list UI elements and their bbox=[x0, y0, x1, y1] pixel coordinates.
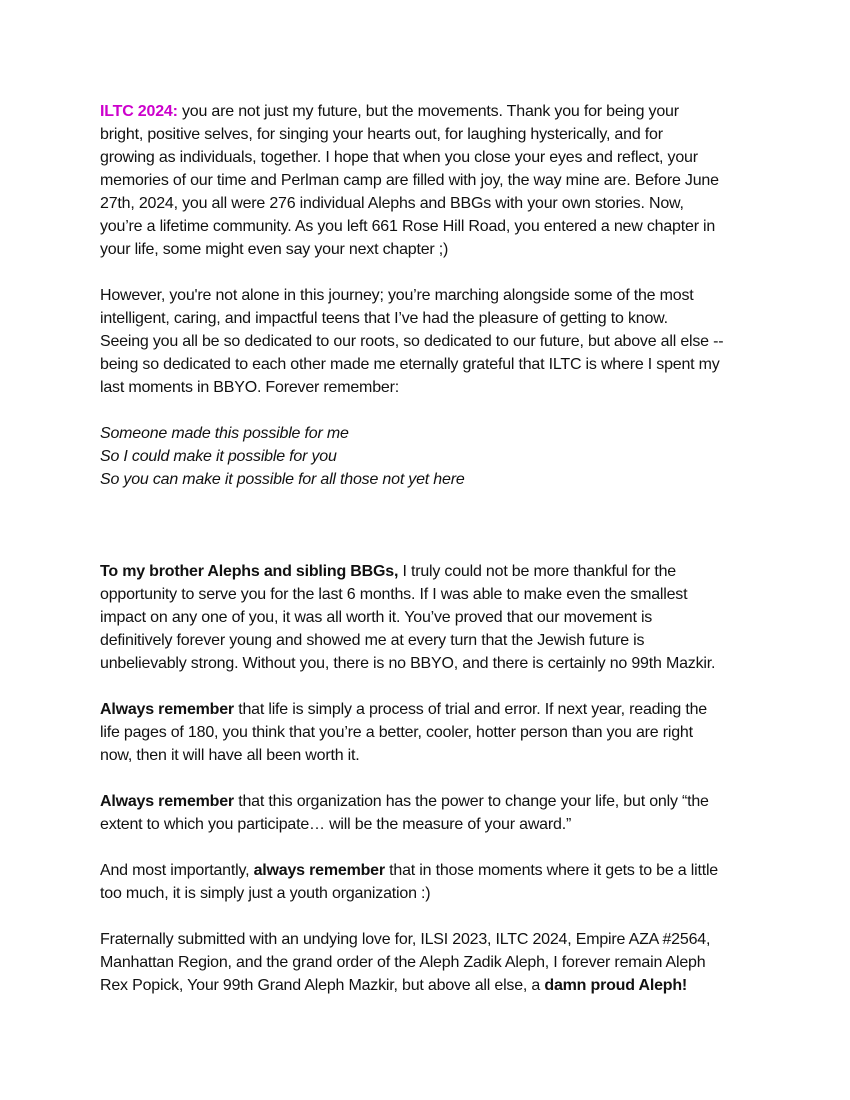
always-remember-2-paragraph bbox=[100, 790, 750, 836]
text-run: that life is simply a process of trial and error. If next year, reading the bbox=[233, 701, 708, 718]
text-run: Manhattan Region, and the grand order of the Aleph Zadik Aleph, I forever remain Aleph bbox=[100, 954, 706, 971]
text-run: you are not just my future, but the movements. Thank you for being your bbox=[177, 103, 679, 120]
text-run: now, then it will have all been worth it. bbox=[100, 747, 360, 764]
text-line bbox=[100, 422, 750, 445]
opening-paragraph bbox=[100, 100, 750, 261]
text-run: So I could make it possible for you bbox=[100, 448, 337, 465]
text-line bbox=[100, 583, 750, 606]
text-run: To my brother Alephs and sibling BBGs, bbox=[100, 563, 399, 580]
text-run: Always remember bbox=[100, 793, 234, 810]
text-run: opportunity to serve you for the last 6 months. If I was able to make even the smallest bbox=[100, 586, 688, 603]
text-run: your life, some might even say your next chapter ;) bbox=[100, 241, 449, 258]
text-line bbox=[100, 882, 750, 905]
text-run: that this organization has the power to change your life, but only “the bbox=[233, 793, 709, 810]
text-run: being so dedicated to each other made me eternally grateful that ILTC is where I spent my bbox=[100, 356, 720, 373]
text-run: 27th, 2024, you all were 276 individual Alephs and BBGs with your own stories. Now, bbox=[100, 195, 684, 212]
text-line bbox=[100, 169, 750, 192]
text-line bbox=[100, 215, 750, 238]
text-run: bright, positive selves, for singing your hearts out, for laughing hysterically, and for bbox=[100, 126, 663, 143]
text-line bbox=[100, 307, 750, 330]
text-run: you’re a lifetime community. As you left 661 Rose Hill Road, you entered a new chapter in bbox=[100, 218, 716, 235]
text-line bbox=[100, 192, 750, 215]
text-run: And most importantly, bbox=[100, 862, 254, 879]
journey-paragraph bbox=[100, 284, 750, 399]
text-line bbox=[100, 284, 750, 307]
text-run: Someone made this possible for me bbox=[100, 425, 349, 442]
text-run: too much, it is simply just a youth organization :) bbox=[100, 885, 431, 902]
most-importantly-paragraph bbox=[100, 859, 750, 905]
text-line bbox=[100, 790, 750, 813]
text-run: Fraternally submitted with an undying love for, ILSI 2023, ILTC 2024, Empire AZA #2564, bbox=[100, 931, 711, 948]
text-line bbox=[100, 468, 750, 491]
text-line bbox=[100, 652, 750, 675]
text-line bbox=[100, 974, 750, 997]
text-run: that in those moments where it gets to be a little bbox=[384, 862, 718, 879]
text-line bbox=[100, 330, 750, 353]
text-run: Always remember bbox=[100, 701, 234, 718]
text-line bbox=[100, 698, 750, 721]
text-line bbox=[100, 928, 750, 951]
text-line bbox=[100, 238, 750, 261]
text-line bbox=[100, 560, 750, 583]
text-line bbox=[100, 146, 750, 169]
text-run: growing as individuals, together. I hope that when you close your eyes and reflect, your bbox=[100, 149, 698, 166]
always-remember-1-paragraph bbox=[100, 698, 750, 767]
text-run: Seeing you all be so dedicated to our roots, so dedicated to our future, but above all else -- bbox=[100, 333, 724, 350]
text-run: I truly could not be more thankful for the bbox=[398, 563, 676, 580]
text-line bbox=[100, 744, 750, 767]
text-run: Rex Popick, Your 99th Grand Aleph Mazkir, but above all else, a bbox=[100, 977, 545, 994]
brother-alephs-paragraph bbox=[100, 560, 750, 675]
text-run: unbelievably strong. Without you, there is no BBYO, and there is certainly no 99th Mazkir. bbox=[100, 655, 716, 672]
text-run: So you can make it possible for all those not yet here bbox=[100, 471, 465, 488]
text-run: damn proud Aleph! bbox=[544, 977, 688, 994]
text-run: definitively forever young and showed me at every turn that the Jewish future is bbox=[100, 632, 645, 649]
text-run: life pages of 180, you think that you’re a better, cooler, hotter person than you are right bbox=[100, 724, 693, 741]
text-run: However, you're not alone in this journey; you’re marching alongside some of the most bbox=[100, 287, 694, 304]
text-line bbox=[100, 951, 750, 974]
text-line bbox=[100, 376, 750, 399]
text-line bbox=[100, 353, 750, 376]
text-line bbox=[100, 859, 750, 882]
text-line bbox=[100, 123, 750, 146]
text-line bbox=[100, 100, 750, 123]
text-run: extent to which you participate… will be the measure of your award.” bbox=[100, 816, 572, 833]
text-run: impact on any one of you, it was all worth it. You’ve proved that our movement is bbox=[100, 609, 653, 626]
text-line bbox=[100, 721, 750, 744]
quote-paragraph bbox=[100, 422, 750, 491]
text-run: always remember bbox=[253, 862, 385, 879]
text-line bbox=[100, 445, 750, 468]
closing-paragraph bbox=[100, 928, 750, 997]
text-run: ILTC 2024: bbox=[100, 103, 178, 120]
text-line bbox=[100, 606, 750, 629]
text-run: memories of our time and Perlman camp are filled with joy, the way mine are. Before June bbox=[100, 172, 719, 189]
text-line bbox=[100, 813, 750, 836]
document-body bbox=[100, 100, 750, 997]
text-run: last moments in BBYO. Forever remember: bbox=[100, 379, 399, 396]
text-line bbox=[100, 629, 750, 652]
text-run: intelligent, caring, and impactful teens that I’ve had the pleasure of getting to know. bbox=[100, 310, 668, 327]
